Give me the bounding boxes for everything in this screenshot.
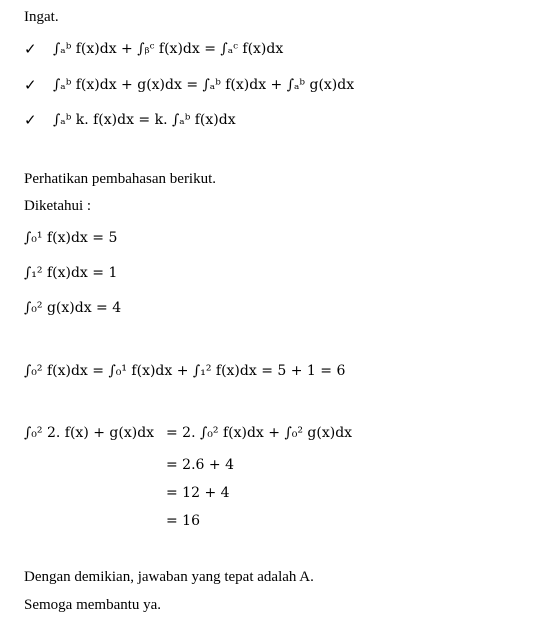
check-icon: ✓ [24,76,37,94]
step1-formula: ∫₀² f(x)dx = ∫₀¹ f(x)dx + ∫₁² f(x)dx = 5 + 1 = 6 [24,363,346,379]
conclusion-text: Dengan demikian, jawaban yang tepat adalah A. [24,569,314,585]
discussion-intro: Perhatikan pembahasan berikut. [24,171,217,187]
known-label: Diketahui : [24,198,92,214]
rule-formula: ∫ₐᵇ f(x)dx + ∫ᵦᶜ f(x)dx = ∫ₐᶜ f(x)dx [53,41,284,57]
intro-text: Ingat. [24,9,59,25]
known-formula: ∫₁² f(x)dx = 1 [24,265,118,281]
step2-rhs: = 2.6 + 4 [166,457,234,473]
known-formula: ∫₀¹ f(x)dx = 5 [24,230,118,246]
step2-rhs: = 12 + 4 [166,485,230,501]
rule-formula: ∫ₐᵇ f(x)dx + g(x)dx = ∫ₐᵇ f(x)dx + ∫ₐᵇ g(x)dx [53,77,355,93]
step2-rhs: = 2. ∫₀² f(x)dx + ∫₀² g(x)dx [166,425,353,441]
check-icon: ✓ [24,40,37,58]
rule-formula: ∫ₐᵇ k. f(x)dx = k. ∫ₐᵇ f(x)dx [53,112,236,128]
closing-text: Semoga membantu ya. [24,597,162,613]
known-formula: ∫₀² g(x)dx = 4 [24,300,122,316]
step2-lhs: ∫₀² 2. f(x) + g(x)dx [24,425,155,441]
step2-rhs: = 16 [166,513,200,529]
check-icon: ✓ [24,111,37,129]
